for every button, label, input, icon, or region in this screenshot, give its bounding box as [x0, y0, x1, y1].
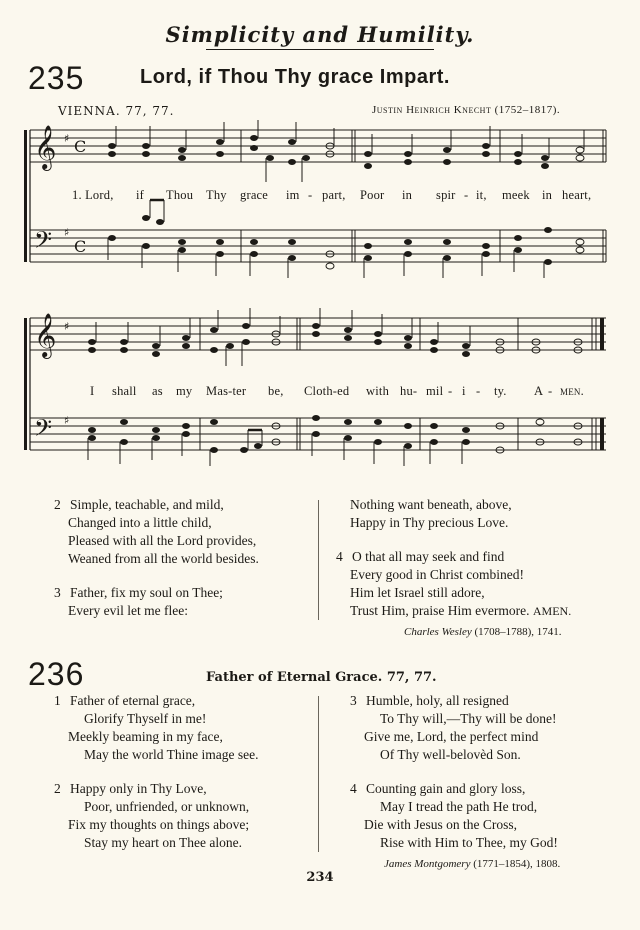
- svg-text:♯: ♯: [64, 132, 70, 145]
- verse-line: [350, 728, 620, 746]
- lyric-word: grace: [240, 188, 269, 202]
- lyrics-line-2: [60, 384, 620, 402]
- svg-text:𝄞: 𝄞: [34, 125, 57, 169]
- credit-dates: (1771–1854), 1808.: [473, 858, 561, 870]
- lyric-word: heart,: [562, 188, 592, 202]
- verse-number: 4: [336, 549, 343, 564]
- verse-line: [336, 602, 616, 620]
- lyric-word: -: [548, 384, 553, 398]
- lyric-word: if: [136, 188, 145, 202]
- verse-line: [336, 584, 616, 602]
- lyric-word: -: [448, 384, 453, 398]
- verse-text: Every good in Christ combined!: [350, 567, 524, 582]
- verse-line: [350, 798, 620, 816]
- verse-line: [54, 496, 314, 514]
- verse-text: Father of eternal grace,: [70, 693, 196, 708]
- lyric-word: Mas-ter: [206, 384, 247, 398]
- verse-text: Simple, teachable, and mild,: [70, 497, 224, 512]
- verse-line: [54, 746, 314, 764]
- lyric-word: I: [90, 384, 95, 398]
- verse-line: [336, 566, 616, 584]
- lyric-word: -: [464, 188, 469, 202]
- verse-line: [336, 514, 616, 532]
- lyric-word: meek: [502, 188, 530, 202]
- verse-text: Happy only in Thy Love,: [70, 781, 207, 796]
- verse-line: [54, 710, 314, 728]
- lyric-word: with: [366, 384, 390, 398]
- composer-credit: Justin Heinrich Knecht (1752–1817).: [372, 104, 561, 116]
- verse-line: [54, 584, 314, 602]
- verse-line: [350, 746, 620, 764]
- hymn-236-credit: [384, 858, 560, 870]
- lyric-word: -: [308, 188, 313, 202]
- lyric-word: my: [176, 384, 193, 398]
- lyric-word: A: [534, 384, 544, 398]
- credit-author: James Montgomery: [384, 858, 471, 870]
- svg-text:♯: ♯: [64, 320, 70, 333]
- lyric-word: men.: [560, 384, 584, 398]
- amen-label: AMEN.: [532, 604, 572, 618]
- lyric-word: i: [462, 384, 466, 398]
- svg-text:♯: ♯: [64, 226, 70, 239]
- lyric-word: part,: [322, 188, 346, 202]
- credit-author: Charles Wesley: [404, 626, 472, 638]
- verse-line: [54, 602, 314, 620]
- column-divider: [318, 500, 319, 620]
- heading-rule: [206, 49, 434, 50]
- verse-line: [336, 496, 616, 514]
- verse-text: Changed into a little child,: [68, 515, 212, 530]
- svg-text:𝄢: 𝄢: [34, 414, 53, 447]
- column-divider: [318, 696, 319, 852]
- verse-text: Nothing want beneath, above,: [350, 497, 512, 512]
- svg-text:𝄞: 𝄞: [34, 313, 57, 357]
- verse-text: Him let Israel still adore,: [350, 585, 485, 600]
- hymn-236-verses-left: [54, 692, 314, 852]
- verse-text: To Thy will,—Thy will be done!: [380, 711, 557, 726]
- verse-text: May I tread the path He trod,: [380, 799, 538, 814]
- verse-line: [350, 816, 620, 834]
- lyric-word: spir: [436, 188, 456, 202]
- verse-text: Happy in Thy precious Love.: [350, 515, 509, 530]
- verse-text: Fix my thoughts on things above;: [68, 817, 250, 832]
- verse-line: [54, 780, 314, 798]
- verse-line: [350, 710, 620, 728]
- verse-text: Of Thy well-belovèd Son.: [380, 747, 521, 762]
- verse-number: 4: [350, 781, 357, 796]
- verse-text: Humble, holy, all resigned: [366, 693, 509, 708]
- verse-line: [54, 728, 314, 746]
- verse-text: Every evil let me flee:: [68, 603, 188, 618]
- hymn-235-title: Lord, if Thou Thy grace Impart.: [140, 66, 450, 88]
- verse-number: 1: [54, 693, 61, 708]
- hymn-236-verses-right: [350, 692, 620, 852]
- tune-name: VIENNA. 77, 77.: [58, 104, 175, 118]
- verse-number: 2: [54, 497, 61, 512]
- lyric-word: hu-: [400, 384, 418, 398]
- verse-text: Meekly beaming in my face,: [68, 729, 223, 744]
- lyrics-line-1: [68, 188, 608, 206]
- hymn-236-number: 236: [28, 656, 85, 692]
- verse-number: 3: [54, 585, 61, 600]
- verse-line: [350, 780, 620, 798]
- lyric-word: shall: [112, 384, 137, 398]
- lyric-word: Thou: [166, 188, 194, 202]
- lyric-word: be,: [268, 384, 284, 398]
- hymn-235-verses-left: [54, 496, 314, 620]
- svg-text:♯: ♯: [64, 414, 70, 427]
- verse-line: [54, 532, 314, 550]
- verse-text: Die with Jesus on the Cross,: [364, 817, 517, 832]
- lyric-word: Poor: [360, 188, 385, 202]
- verse-text: Rise with Him to Thee, my God!: [380, 835, 558, 850]
- page-number: 234: [306, 870, 334, 885]
- lyric-word: in: [542, 188, 553, 202]
- hymn-236-title: Father of Eternal Grace. 77, 77.: [206, 670, 437, 685]
- verse-number: 2: [54, 781, 61, 796]
- verse-text: Weaned from all the world besides.: [68, 551, 259, 566]
- lyric-word: Thy: [206, 188, 227, 202]
- verse-text: Counting gain and glory loss,: [366, 781, 526, 796]
- verse-line: [54, 834, 314, 852]
- credit-dates: (1708–1788), 1741.: [474, 626, 562, 638]
- lyric-word: 1. Lord,: [72, 188, 114, 202]
- verse-line: [54, 816, 314, 834]
- verse-line: [54, 550, 314, 568]
- lyric-word: it,: [476, 188, 487, 202]
- svg-text:𝄢: 𝄢: [34, 226, 53, 259]
- verse-text: O that all may seek and find: [352, 549, 505, 564]
- section-heading-text: Simplicity and Humility.: [165, 22, 475, 47]
- verse-text: Give me, Lord, the perfect mind: [364, 729, 539, 744]
- verse-line: [54, 692, 314, 710]
- lyric-word: mil: [426, 384, 444, 398]
- verse-text: Trust Him, praise Him evermore.: [350, 603, 530, 618]
- lyric-word: im: [286, 188, 300, 202]
- verse-text: Poor, unfriended, or unknown,: [84, 799, 250, 814]
- verse-text: Pleased with all the Lord provides,: [68, 533, 257, 548]
- verse-line: [54, 798, 314, 816]
- verse-line: [350, 834, 620, 852]
- lyric-word: ty.: [494, 384, 507, 398]
- verse-text: May the world Thine image see.: [84, 747, 259, 762]
- svg-text:C: C: [74, 237, 87, 256]
- verse-text: Father, fix my soul on Thee;: [70, 585, 223, 600]
- lyric-word: Cloth-ed: [304, 384, 350, 398]
- svg-text:C: C: [74, 137, 87, 156]
- verse-text: Glorify Thyself in me!: [84, 711, 207, 726]
- verse-text: Stay my heart on Thee alone.: [84, 835, 242, 850]
- verse-number: 3: [350, 693, 357, 708]
- lyric-word: in: [402, 188, 413, 202]
- hymn-235-number: 235: [28, 60, 85, 96]
- hymn-235-verses-right: [336, 496, 616, 620]
- verse-line: [350, 692, 620, 710]
- lyric-word: -: [476, 384, 481, 398]
- verse-line: [336, 548, 616, 566]
- section-heading: [0, 22, 640, 47]
- lyric-word: as: [152, 384, 163, 398]
- hymn-235-credit: [404, 626, 562, 638]
- verse-line: [54, 514, 314, 532]
